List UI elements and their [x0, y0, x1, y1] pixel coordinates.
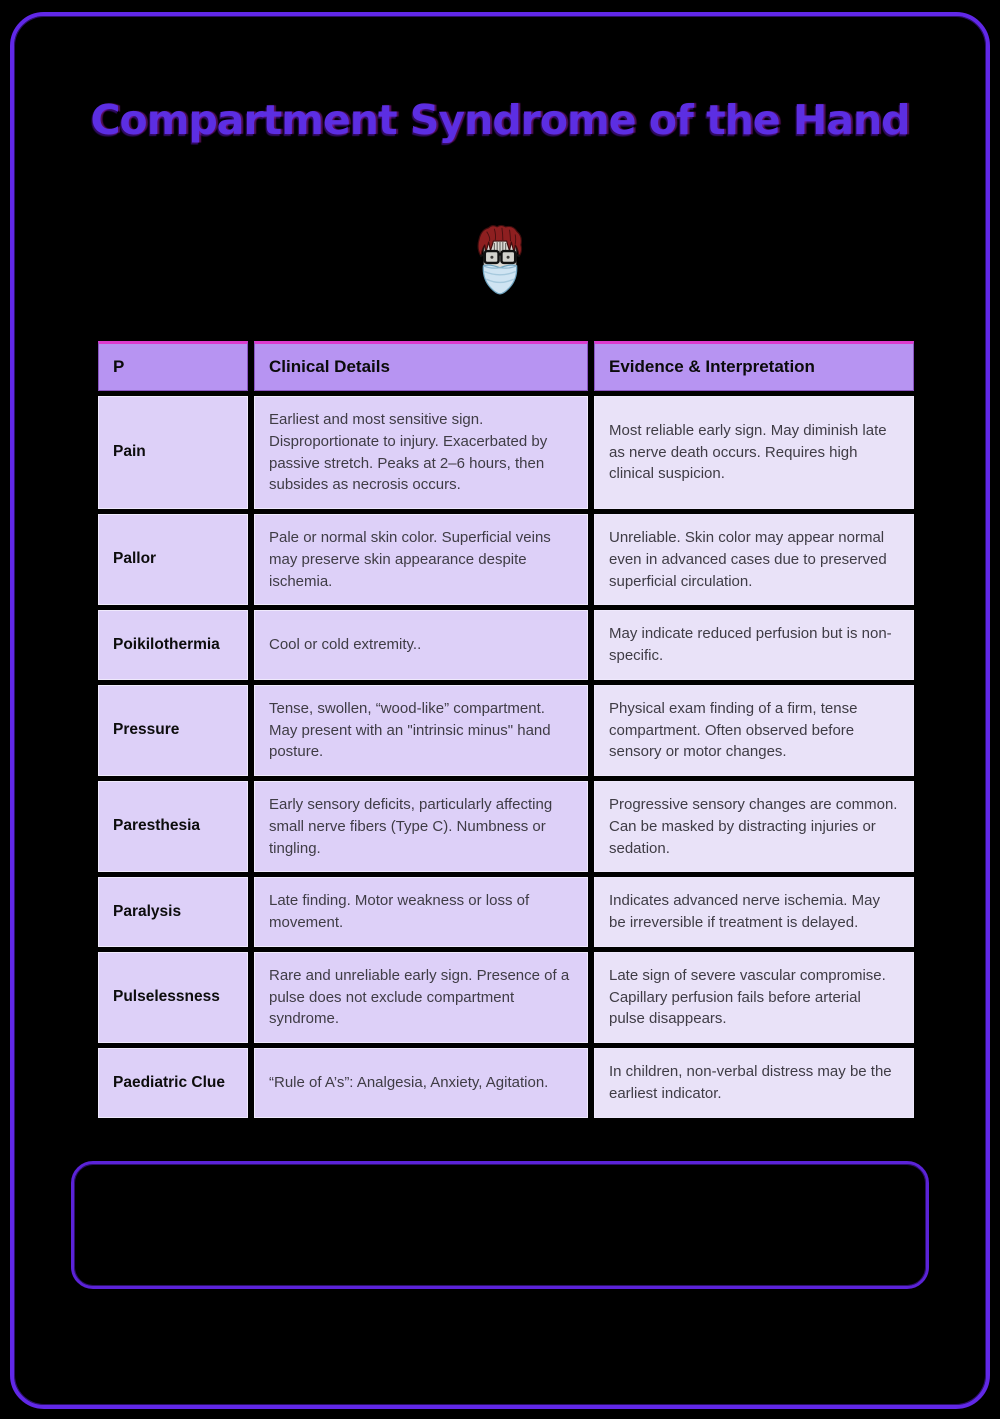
clinical-details-cell: Cool or cold extremity.. — [254, 610, 588, 680]
evidence-cell: Physical exam finding of a firm, tense compartment. Often observed before sensory or motor changes. — [594, 685, 914, 776]
row-label: Pallor — [98, 514, 248, 605]
evidence-cell: In children, non-verbal distress may be the earliest indicator. — [594, 1048, 914, 1118]
header-cell-p: P — [98, 341, 248, 391]
table-row-paralysis — [98, 877, 914, 947]
table-row-paresthesia — [98, 781, 914, 872]
clinical-details-cell: Rare and unreliable early sign. Presence of a pulse does not exclude compartment syndrome. — [254, 952, 588, 1043]
avatar-container — [0, 224, 1000, 296]
evidence-cell: May indicate reduced perfusion but is non-specific. — [594, 610, 914, 680]
page-title: Compartment Syndrome of the Hand — [90, 96, 910, 144]
signs-table — [92, 336, 920, 1123]
row-label: Pressure — [98, 685, 248, 776]
evidence-cell: Late sign of severe vascular compromise. Capillary perfusion fails before arterial pulse disappears. — [594, 952, 914, 1043]
avatar-eye-right — [507, 256, 510, 259]
signs-table-container — [92, 336, 908, 1123]
clinical-details-cell: Pale or normal skin color. Superficial veins may preserve skin appearance despite ischemia. — [254, 514, 588, 605]
table-row-pressure — [98, 685, 914, 776]
evidence-cell: Most reliable early sign. May diminish late as nerve death occurs. Requires high clinical suspicion. — [594, 396, 914, 509]
evidence-cell: Indicates advanced nerve ischemia. May be irreversible if treatment is delayed. — [594, 877, 914, 947]
row-label: Pulselessness — [98, 952, 248, 1043]
row-label: Paresthesia — [98, 781, 248, 872]
table-row-pallor — [98, 514, 914, 605]
avatar-eye-left — [490, 256, 493, 259]
header-cell-clinical-details: Clinical Details — [254, 341, 588, 391]
table-row-poikilothermia — [98, 610, 914, 680]
clinical-details-cell: Early sensory deficits, particularly affecting small nerve fibers (Type C). Numbness or tingling. — [254, 781, 588, 872]
row-label: Paralysis — [98, 877, 248, 947]
table-row-pain — [98, 396, 914, 509]
doctor-avatar-icon — [471, 224, 529, 300]
avatar-glasses-bridge — [499, 254, 502, 255]
clinical-details-cell: Earliest and most sensitive sign. Disproportionate to injury. Exacerbated by passive stretch. Peaks at 2–6 hours, then subsides as necrosis occurs. — [254, 396, 588, 509]
table-header-row — [98, 341, 914, 391]
table-row-paediatric-clue — [98, 1048, 914, 1118]
header-cell-evidence-interpretation: Evidence & Interpretation — [594, 341, 914, 391]
clinical-details-cell: Tense, swollen, “wood-like” compartment. May present with an "intrinsic minus" hand posture. — [254, 685, 588, 776]
table-row-pulselessness — [98, 952, 914, 1043]
row-label: Poikilothermia — [98, 610, 248, 680]
evidence-cell: Progressive sensory changes are common. Can be masked by distracting injuries or sedation. — [594, 781, 914, 872]
row-label: Paediatric Clue — [98, 1048, 248, 1118]
row-label: Pain — [98, 396, 248, 509]
clinical-details-cell: “Rule of A’s”: Analgesia, Anxiety, Agitation. — [254, 1048, 588, 1118]
evidence-cell: Unreliable. Skin color may appear normal even in advanced cases due to preserved superficial circulation. — [594, 514, 914, 605]
empty-note-box — [71, 1161, 929, 1289]
clinical-details-cell: Late finding. Motor weakness or loss of movement. — [254, 877, 588, 947]
